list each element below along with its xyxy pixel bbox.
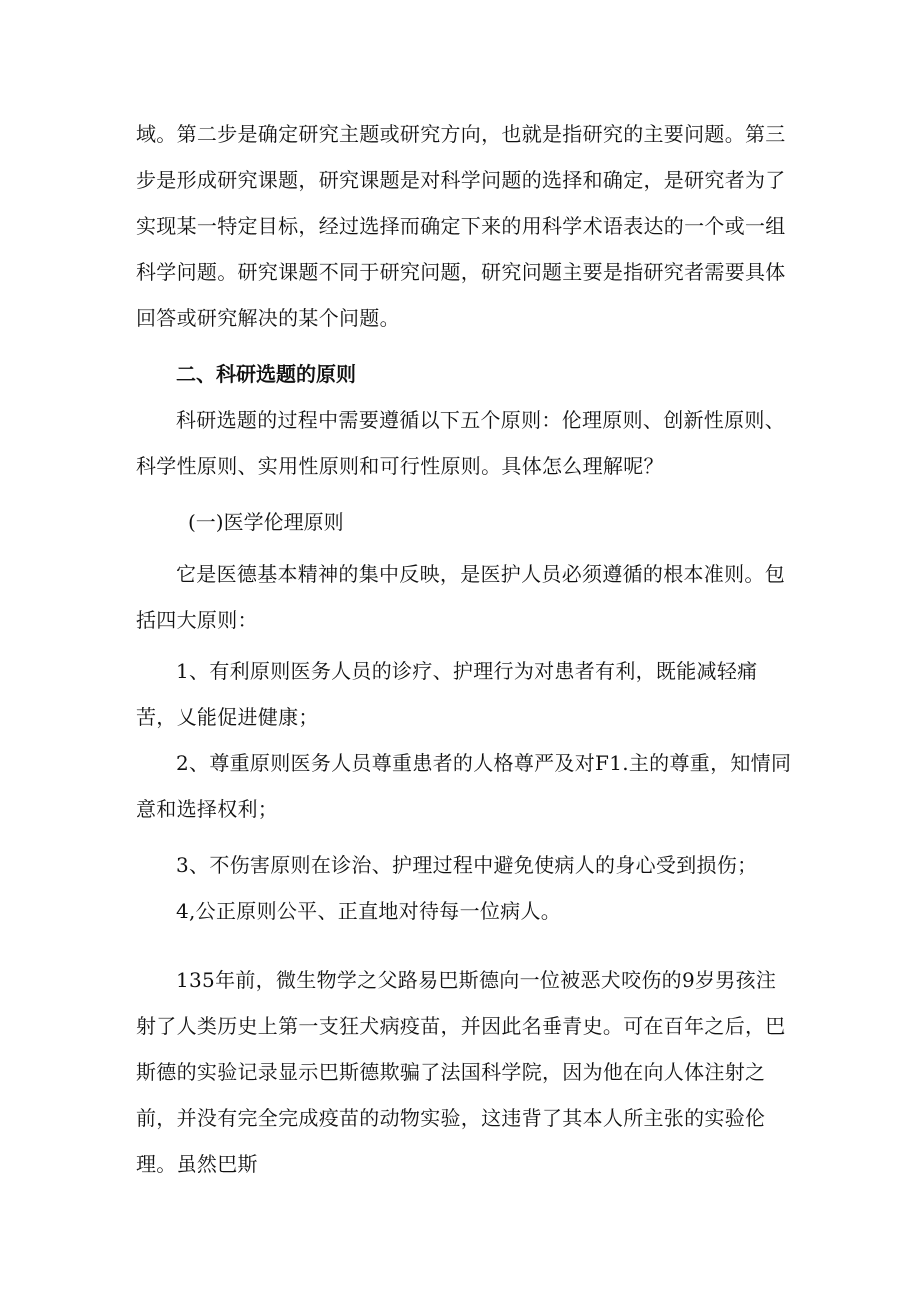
paragraph-pasteur-story: 135年前，微生物学之父路易巴斯德向一位被恶犬咬伤的9岁男孩注射了人类历史上第一支狂犬病疫苗，并因此名垂青史。可在百年之后，巴斯德的实验记录显示巴斯德欺骗了法国科学院，因为他在向人体注射之前，并没有完全完成疫苗的动物实验，这违背了其本人所主张的实验伦理。虽然巴斯 [136,968,786,1176]
list-item-justice: 4,公正原则公平、正直地对待每一位病人。 [176,899,562,923]
paragraph-ethics-definition: 它是医德基本精神的集中反映，是医护人员必须遵循的根本准则。包括四大原则： [136,562,785,632]
paragraph-research-steps: 域。第二步是确定研究主题或研究方向，也就是指研究的主要问题。第三步是形成研究课题，研究课题是对科学问题的选择和确定，是研究者为了实现某一特定目标，经过选择而确定下来的用科学术语表达的一个或一组科学问题。研究课题不同于研究问题，研究问题主要是指研究者需要具体回答或研究解决的某个问题。 [136,122,786,330]
list-item-beneficence: 1、有利原则医务人员的诊疗、护理行为对患者有利，既能减轻痛苦，乂能促进健康； [136,659,758,729]
subheading-medical-ethics: (一)医学伦理原则 [188,510,344,534]
list-item-non-maleficence: 3、不伤害原则在诊治、护理过程中避免使病人的身心受到损伤； [176,853,758,877]
section-heading-principles: 二、科研选题的原则 [176,362,356,386]
list-item-respect: 2、尊重原则医务人员尊重患者的人格尊严及对F1.主的尊重，知情同意和选择权利； [136,751,792,821]
paragraph-five-principles: 科研选题的过程中需要遵循以下五个原则：伦理原则、创新性原则、科学性原则、实用性原则和可行性原则。具体怎么理解呢？ [136,408,785,478]
